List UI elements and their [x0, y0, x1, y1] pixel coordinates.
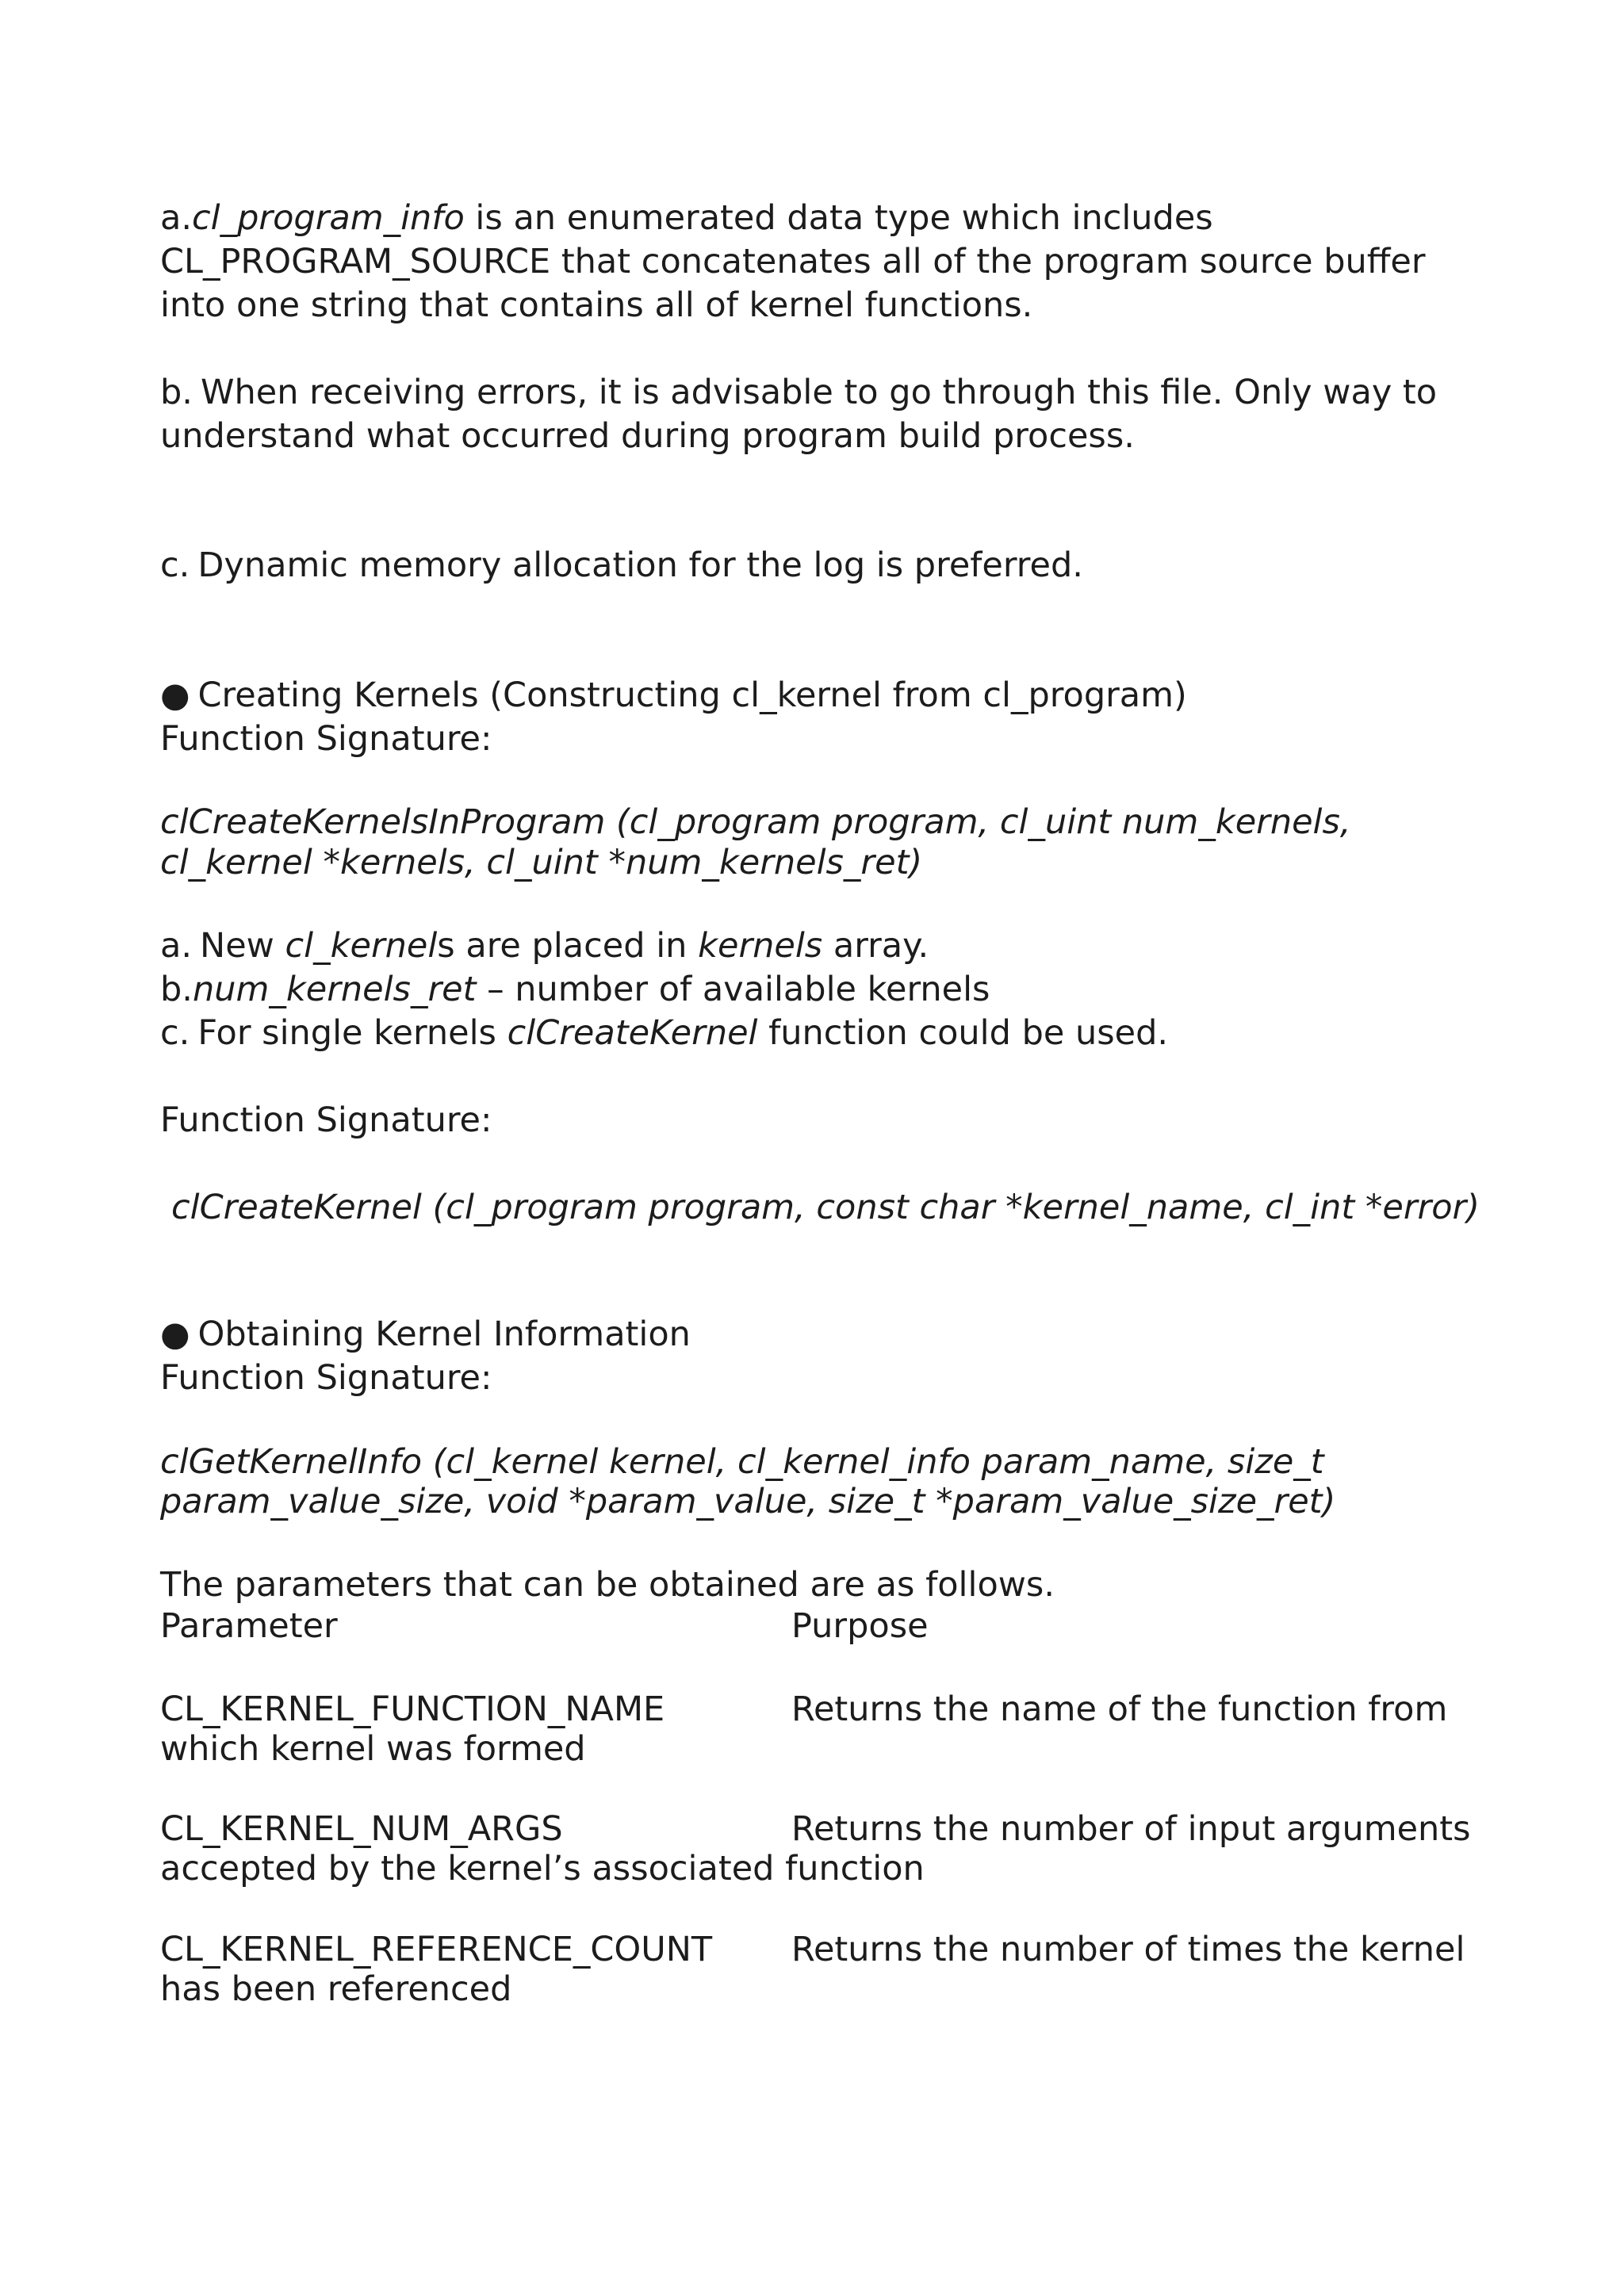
- signature-line1: [160, 801, 1351, 844]
- ck-item-c-label: c.: [160, 1013, 190, 1053]
- item-c-text: Dynamic memory allocation for the log is preferred.: [197, 545, 1083, 585]
- ck-item-b: [160, 968, 990, 1012]
- item-a-line2: CL_PROGRAM_SOURCE that concatenates all of the program source buffer: [160, 242, 1426, 281]
- ck-item-a-label: a.: [160, 926, 193, 966]
- param-purpose-cont: has been referenced: [160, 1969, 512, 2009]
- creating-kernels-heading: [160, 674, 1187, 718]
- ck-item-c: [160, 1012, 1168, 1055]
- param-purpose: Returns the name of the function from: [791, 1689, 1448, 1729]
- param-name: CL_KERNEL_FUNCTION_NAME: [160, 1689, 665, 1729]
- parameters-intro: The parameters that can be obtained are as follows.: [160, 1565, 1055, 1605]
- table-row: [0, 1688, 1624, 1732]
- param-name: CL_KERNEL_NUM_ARGS: [160, 1809, 563, 1849]
- bullet-icon: ●: [160, 675, 190, 715]
- ck-item-c-term: clCreateKernel: [507, 1013, 758, 1053]
- item-a-label: a.: [160, 198, 193, 238]
- item-a-line1-rest: is an enumerated data type which includes: [464, 198, 1213, 238]
- item-c-line1: [160, 544, 1083, 587]
- item-a-line3: into one string that contains all of kernel functions.: [160, 285, 1033, 325]
- signature-text: param_value_size, void *param_value, size_t *param_value_size_ret): [160, 1482, 1336, 1521]
- function-signature-label: Function Signature:: [160, 1358, 492, 1398]
- signature-line1: [160, 1441, 1324, 1484]
- signature-text: cl_kernel *kernels, cl_uint *num_kernels_ret): [160, 843, 923, 882]
- table-row: [0, 1928, 1624, 1972]
- item-c-label: c.: [160, 545, 190, 585]
- signature-line2: [160, 1480, 1335, 1524]
- ck-item-b-label: b.: [160, 970, 193, 1009]
- signature-line2: [160, 841, 922, 885]
- item-b-line1: [160, 371, 1437, 415]
- ck-item-a-text: s are placed in: [437, 926, 699, 966]
- table-row: [0, 1808, 1624, 1851]
- ck-item-a-text: array.: [822, 926, 929, 966]
- column-header-parameter: Parameter: [160, 1606, 338, 1646]
- function-signature-label: Function Signature:: [160, 1100, 492, 1140]
- creating-kernels-title: Creating Kernels (Constructing cl_kernel from cl_program): [197, 675, 1187, 715]
- kernel-info-title: Obtaining Kernel Information: [197, 1314, 691, 1354]
- signature-text: clCreateKernelsInProgram (cl_program program, cl_uint num_kernels,: [160, 802, 1351, 842]
- ck-item-b-term: num_kernels_ret: [192, 970, 477, 1009]
- param-name: CL_KERNEL_REFERENCE_COUNT: [160, 1930, 713, 1969]
- signature-text: clGetKernelInfo (cl_kernel kernel, cl_kernel_info param_name, size_t: [160, 1442, 1324, 1482]
- ck-item-c-text: function could be used.: [757, 1013, 1169, 1053]
- ck-item-a-term2: kernels: [698, 926, 823, 966]
- param-purpose: Returns the number of times the kernel: [791, 1930, 1465, 1969]
- ck-item-a: [160, 924, 929, 968]
- item-a-term: cl_program_info: [192, 198, 465, 238]
- kernel-info-heading: [160, 1313, 691, 1357]
- table-header: [0, 1605, 1624, 1648]
- param-purpose-cont: which kernel was formed: [160, 1729, 586, 1769]
- ck-item-a-term: cl_kernel: [285, 926, 438, 966]
- item-b-label: b.: [160, 373, 193, 412]
- param-purpose-cont: accepted by the kernel’s associated function: [160, 1849, 925, 1888]
- ck-item-c-text: For single kernels: [197, 1013, 508, 1053]
- item-b-line2: understand what occurred during program build process.: [160, 416, 1135, 456]
- bullet-icon: ●: [160, 1314, 190, 1354]
- item-a-line1: [160, 197, 1213, 240]
- ck-item-a-text: New: [200, 926, 285, 966]
- function-signature-label: Function Signature:: [160, 719, 492, 759]
- item-b-text: When receiving errors, it is advisable to go through this file. Only way to: [200, 373, 1438, 412]
- signature-line: [171, 1186, 1480, 1230]
- param-purpose: Returns the number of input arguments: [791, 1809, 1471, 1849]
- signature-text: clCreateKernel (cl_program program, const char *kernel_name, cl_int *error): [171, 1188, 1480, 1227]
- ck-item-b-text: – number of available kernels: [476, 970, 990, 1009]
- column-header-purpose: Purpose: [791, 1606, 929, 1646]
